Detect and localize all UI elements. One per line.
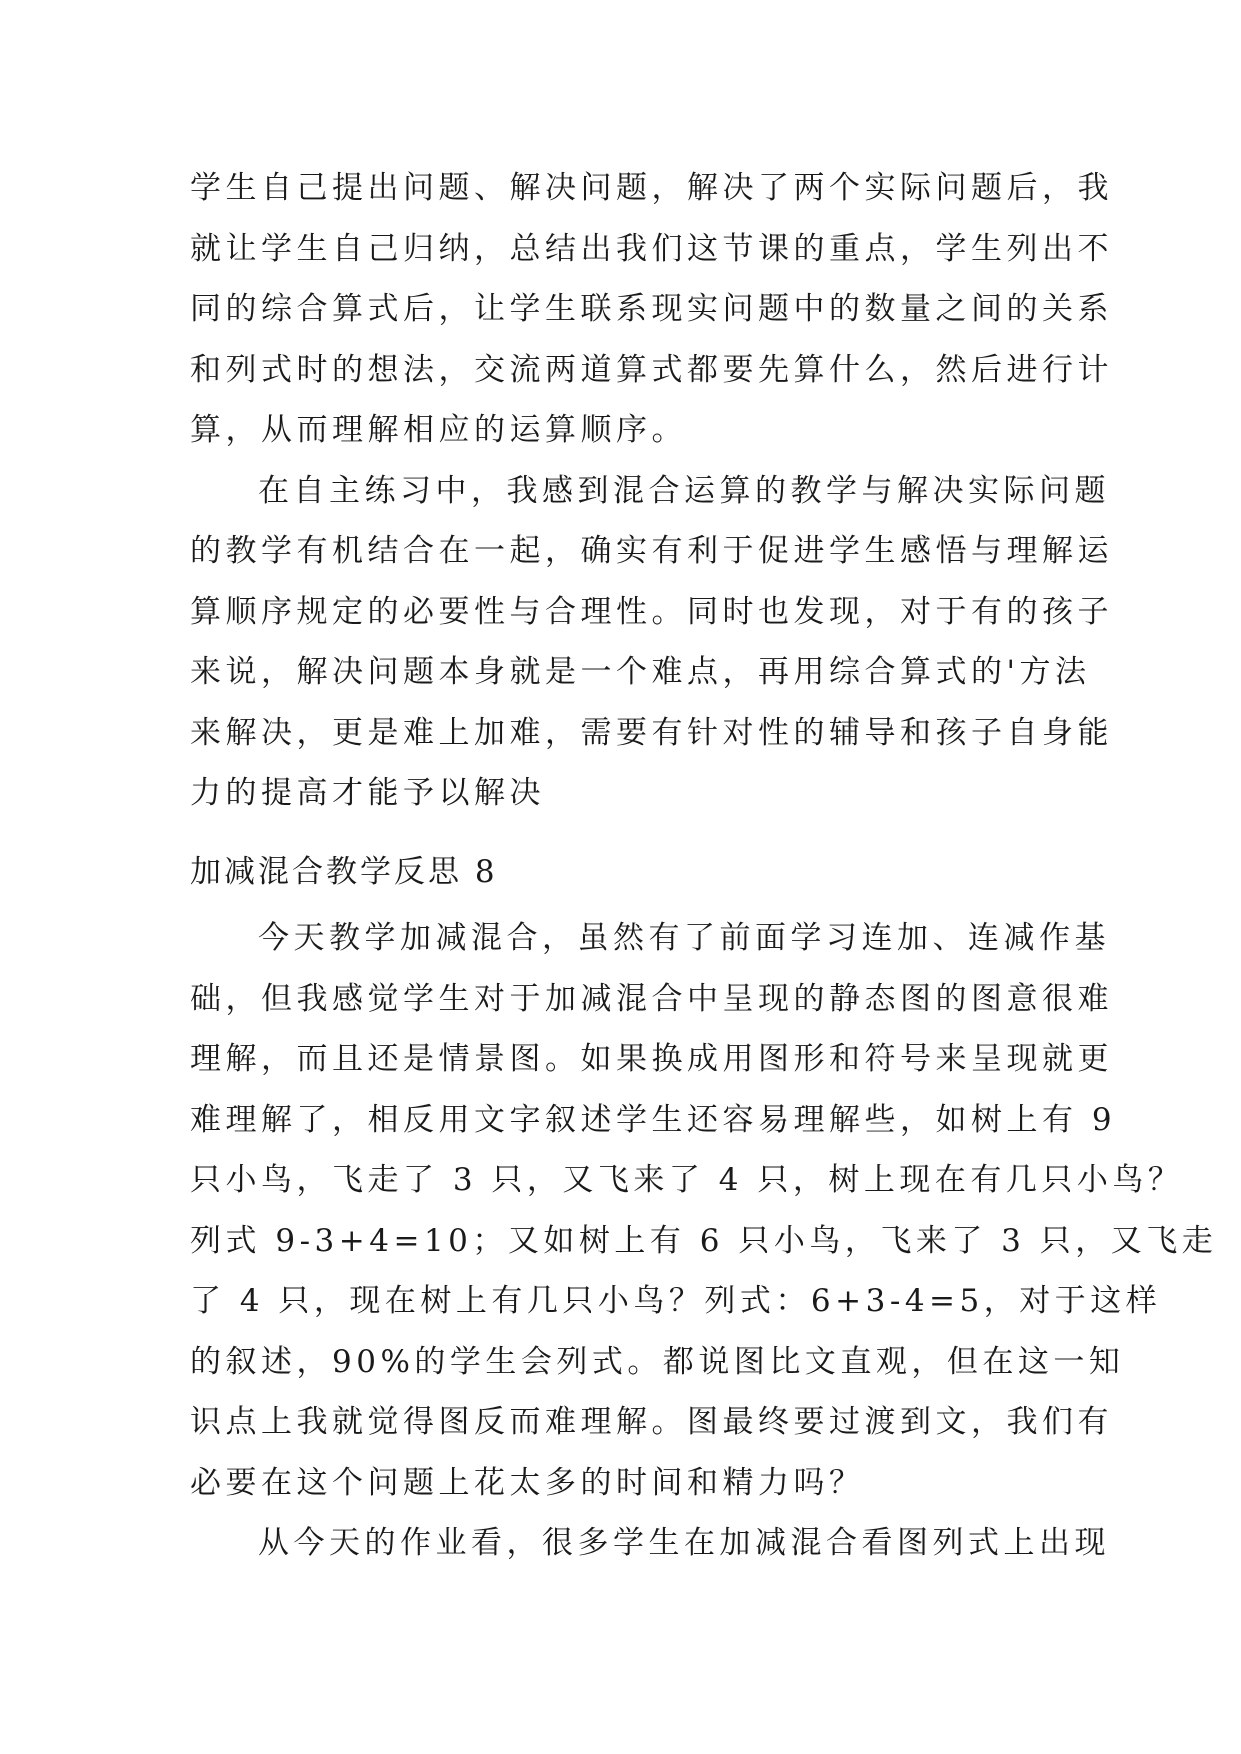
section-heading: 加减混合教学反思 8 bbox=[190, 854, 498, 890]
paragraph-line: 来说，解决问题本身就是一个难点，再用综合算式的'方法 bbox=[190, 654, 1091, 690]
paragraph-line: 在自主练习中，我感到混合运算的教学与解决实际问题 bbox=[258, 472, 1110, 509]
paragraph-line: 算，从而理解相应的运算顺序。 bbox=[190, 412, 687, 448]
paragraph-line: 理解，而且还是情景图。如果换成用图形和符号来呈现就更 bbox=[190, 1041, 1113, 1077]
paragraph-line: 了 4 只，现在树上有几只小鸟？列式：6+3-4=5，对于这样 bbox=[190, 1283, 1162, 1319]
paragraph-line: 学生自己提出问题、解决问题，解决了两个实际问题后，我 bbox=[190, 170, 1113, 206]
section-1-body bbox=[190, 158, 1113, 824]
paragraph-line: 的叙述，90%的学生会列式。都说图比文直观，但在这一知 bbox=[190, 1343, 1125, 1380]
paragraph-line: 难理解了，相反用文字叙述学生还容易理解些，如树上有 9 bbox=[190, 1101, 1117, 1138]
paragraph-line: 只小鸟，飞走了 3 只，又飞来了 4 只，树上现在有几只小鸟？ bbox=[190, 1162, 1184, 1198]
paragraph-line: 和列式时的想法，交流两道算式都要先算什么，然后进行计 bbox=[190, 351, 1113, 388]
paragraph-line: 同的综合算式后，让学生联系现实问题中的数量之间的关系 bbox=[190, 291, 1113, 327]
paragraph-line: 就让学生自己归纳，总结出我们这节课的重点，学生列出不 bbox=[190, 230, 1113, 267]
paragraph-line: 必要在这个问题上花太多的时间和精力吗？ bbox=[190, 1464, 865, 1501]
paragraph-line: 算顺序规定的必要性与合理性。同时也发现，对于有的孩子 bbox=[190, 593, 1113, 630]
paragraph-line: 来解决，更是难上加难，需要有针对性的辅导和孩子自身能 bbox=[190, 714, 1113, 751]
paragraph-line: 从今天的作业看，很多学生在加减混合看图列式上出现 bbox=[258, 1525, 1110, 1561]
section-2-body bbox=[190, 908, 1218, 1574]
paragraph-line: 识点上我就觉得图反而难理解。图最终要过渡到文，我们有 bbox=[190, 1404, 1113, 1440]
paragraph-line: 的教学有机结合在一起，确实有利于促进学生感悟与理解运 bbox=[190, 533, 1113, 569]
paragraph-line: 列式 9-3+4=10；又如树上有 6 只小鸟，飞来了 3 只，又飞走 bbox=[190, 1222, 1218, 1259]
paragraph-line: 础，但我感觉学生对于加减混合中呈现的静态图的图意很难 bbox=[190, 980, 1113, 1017]
paragraph-line: 力的提高才能予以解决 bbox=[190, 775, 545, 811]
paragraph-line: 今天教学加减混合，虽然有了前面学习连加、连减作基 bbox=[258, 920, 1110, 956]
